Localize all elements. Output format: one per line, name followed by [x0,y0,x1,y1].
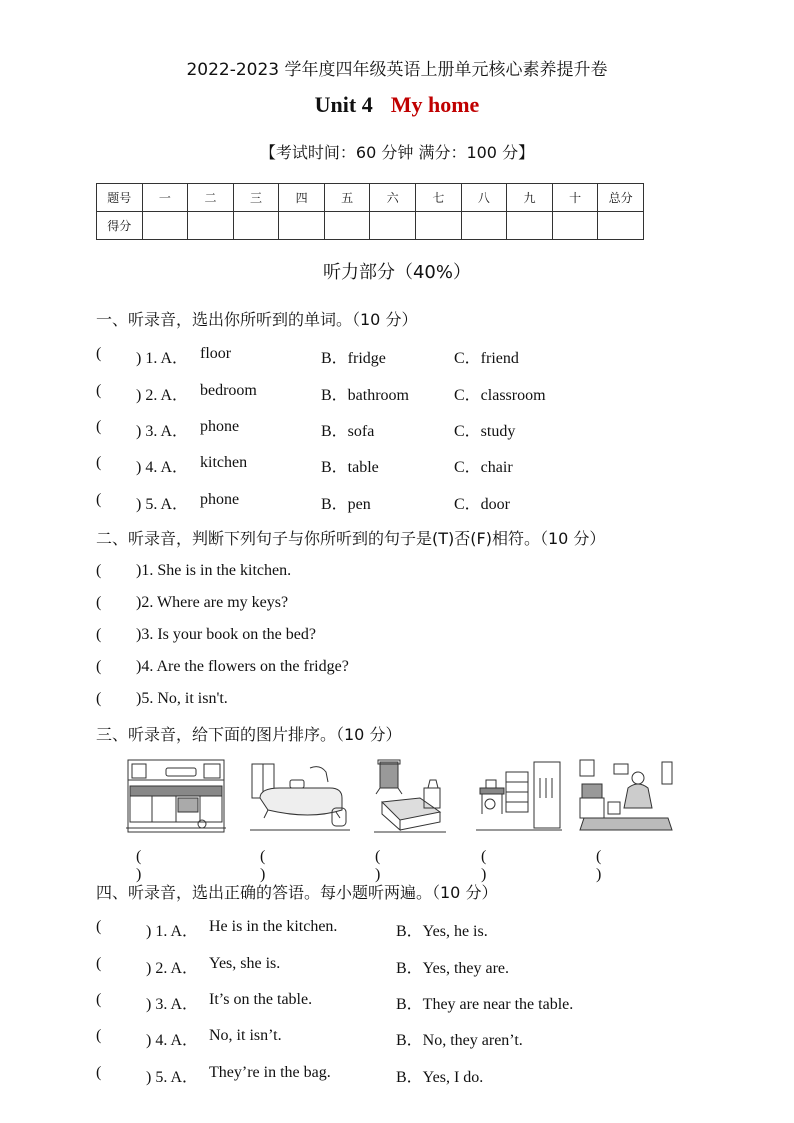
answer-blank[interactable]: ( ) [481,848,487,883]
table-cell: 十 [552,184,598,212]
score-cell[interactable] [279,212,325,240]
exam-info: 【考试时间：60 分钟 满分：100 分】 [259,143,535,162]
table-cell: 三 [233,184,279,212]
unit-label: Unit 4 [314,92,373,117]
answer-blank[interactable]: ( [96,690,102,707]
answer-blank[interactable]: ( [96,491,102,508]
answer-blank[interactable]: ( ) [375,848,381,883]
table-cell: 一 [142,184,188,212]
score-cell[interactable] [370,212,416,240]
section-4-title: 四、听录音，选出正确的答语。每小题听两遍。（10 分） [96,883,498,902]
answer-blank[interactable]: ( [96,345,102,362]
answer-blank[interactable]: ( [96,991,102,1008]
bedroom-picture [374,758,446,836]
score-table-score-row [97,212,644,240]
answer-blank[interactable]: ( [96,955,102,972]
table-cell: 得分 [97,212,143,240]
score-cell[interactable] [598,212,644,240]
answer-blank[interactable]: ( [96,918,102,935]
unit-name: My home [390,92,480,117]
section-2-title: 二、听录音，判断下列句子与你所听到的句子是(T)否(F)相符。（10 分） [96,529,606,548]
table-cell: 四 [279,184,325,212]
answer-blank[interactable]: ( [96,418,102,435]
answer-blank[interactable]: ( [96,658,102,675]
score-cell[interactable] [188,212,234,240]
score-table [96,183,644,240]
score-cell[interactable] [416,212,462,240]
answer-blank[interactable]: ( ) [260,848,266,883]
score-cell[interactable] [552,212,598,240]
kitchen-picture [126,758,226,836]
unit-title [0,92,794,118]
score-cell[interactable] [461,212,507,240]
table-cell: 题号 [97,184,143,212]
answer-blank[interactable]: ( [96,1064,102,1081]
score-cell[interactable] [507,212,553,240]
answer-blank[interactable]: ( [96,562,102,579]
answer-blank[interactable]: ( [96,626,102,643]
answer-blank[interactable]: ( ) [596,848,602,883]
answer-blank[interactable]: ( [96,454,102,471]
answer-blank[interactable]: ( [96,594,102,611]
living-room-picture [578,758,674,836]
score-cell[interactable] [142,212,188,240]
study-picture [476,758,562,836]
score-cell[interactable] [324,212,370,240]
section-3-title: 三、听录音，给下面的图片排序。（10 分） [96,725,402,744]
table-cell: 总分 [598,184,644,212]
bathroom-picture [250,758,350,836]
answer-blank[interactable]: ( [96,1027,102,1044]
table-cell: 六 [370,184,416,212]
answer-blank[interactable]: ( [96,382,102,399]
score-cell[interactable] [233,212,279,240]
table-cell: 五 [324,184,370,212]
section-1-title: 一、听录音，选出你所听到的单词。（10 分） [96,310,418,329]
table-cell: 八 [461,184,507,212]
table-cell: 二 [188,184,234,212]
table-cell: 七 [416,184,462,212]
answer-blank[interactable]: ( ) [136,848,142,883]
score-table-header-row [97,184,644,212]
exam-title: 2022-2023 学年度四年级英语上册单元核心素养提升卷 [186,60,608,80]
part-title: 听力部分（40%） [322,262,471,283]
table-cell: 九 [507,184,553,212]
